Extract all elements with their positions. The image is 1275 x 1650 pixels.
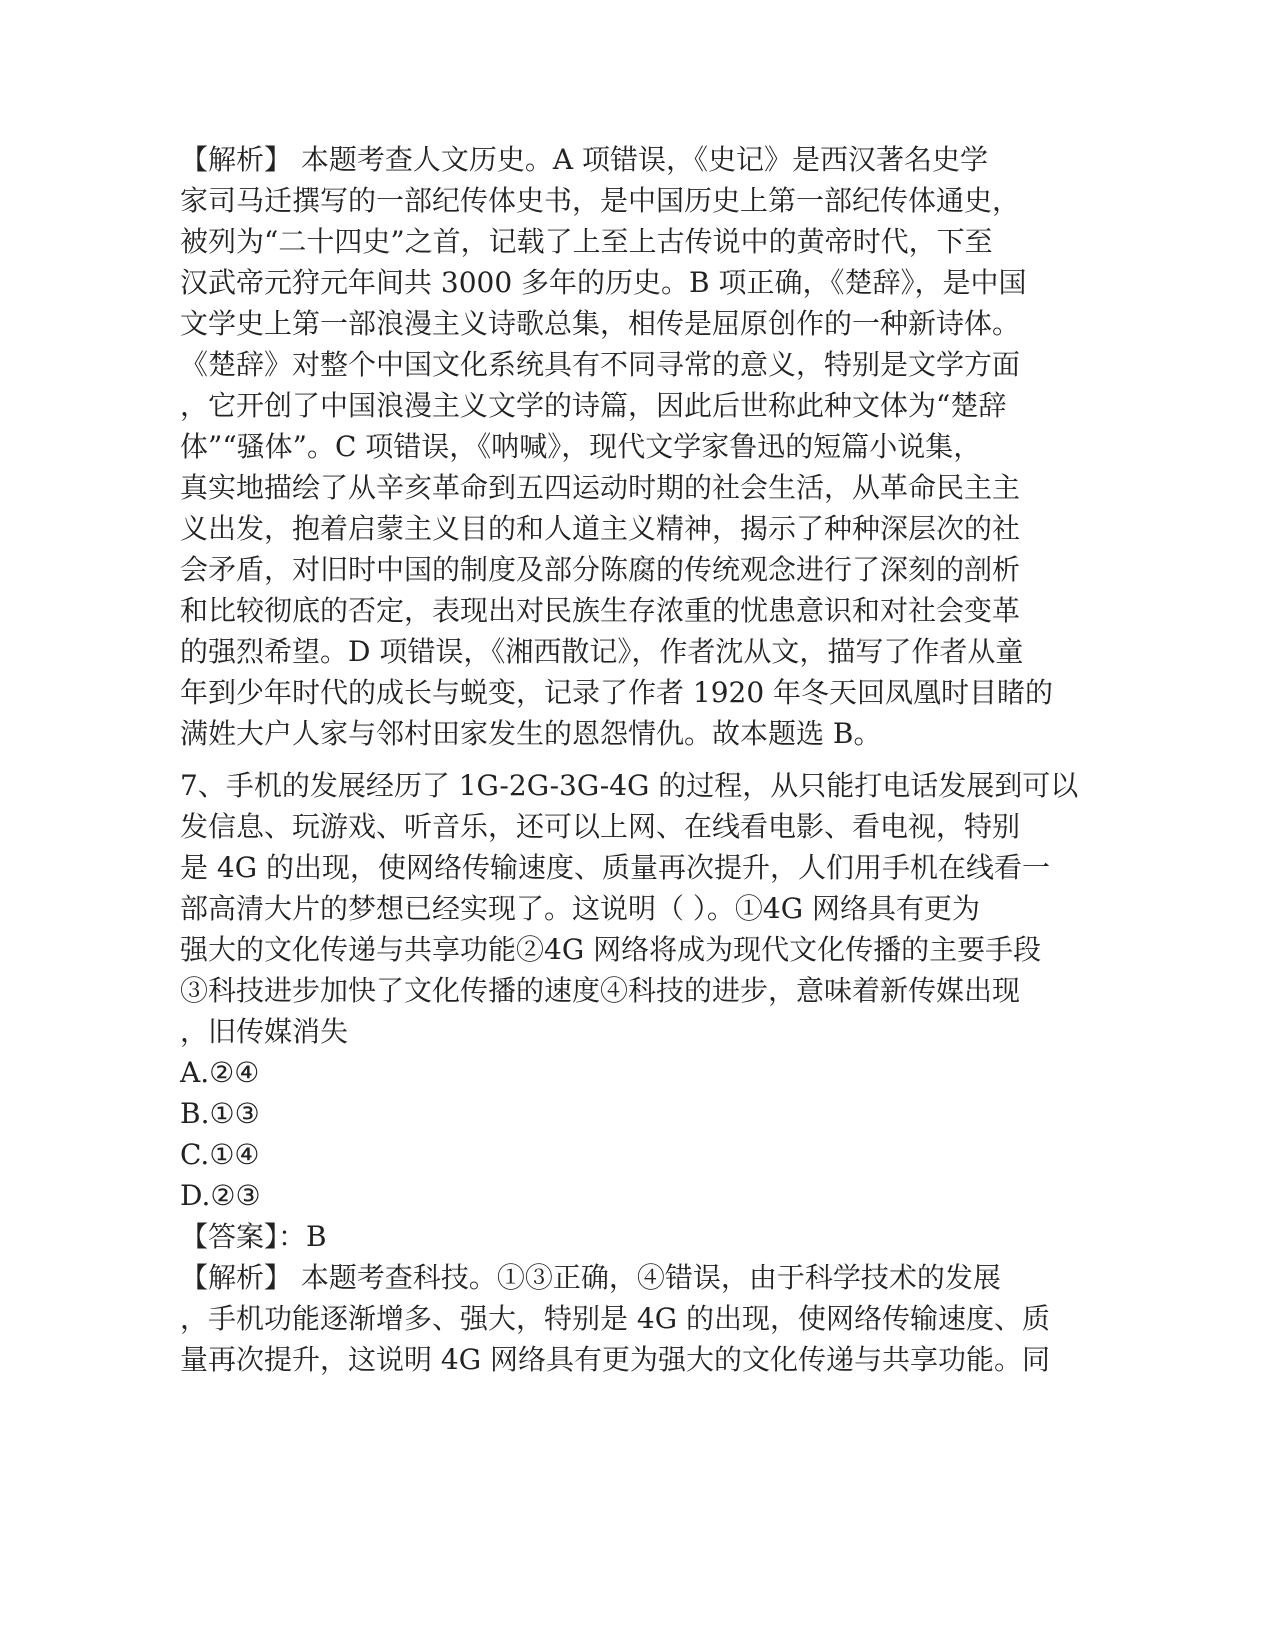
option-b: B.①③ [180, 1097, 260, 1130]
analysis-paragraph-2 [180, 1257, 1050, 1380]
option-c: C.①④ [180, 1138, 260, 1171]
text-line: 满姓大户人家与邻村田家发生的恩怨情仇。故本题选 B。 [180, 717, 882, 750]
question-7-answer [180, 1216, 1040, 1257]
text-line: 家司马迁撰写的一部纪传体史书，是中国历史上第一部纪传体通史， [180, 184, 1021, 217]
text-line: 量再次提升，这说明 4G 网络具有更为强大的文化传递与共享功能。同 [180, 1343, 1050, 1376]
text-line: 被列为“二十四史”之首，记载了上至上古传说中的黄帝时代，下至 [180, 225, 993, 258]
text-line: 和比较彻底的否定，表现出对民族生存浓重的忧患意识和对社会变革 [180, 594, 1021, 627]
answer-line: 【答案】：B [180, 1220, 327, 1253]
text-line: 会矛盾，对旧时中国的制度及部分陈腐的传统观念进行了深刻的剖析 [180, 553, 1021, 586]
text-line: 【解析】 本题考查科技。①③正确，④错误，由于科学技术的发展 [180, 1261, 1001, 1294]
text-line: 汉武帝元狩元年间共 3000 多年的历史。B 项正确，《楚辞》，是中国 [180, 266, 1027, 299]
question-line: 7、手机的发展经历了 1G-2G-3G-4G 的过程，从只能打电话发展到可以 [180, 769, 1079, 802]
option-a: A.②④ [180, 1056, 260, 1089]
option-d: D.②③ [180, 1179, 261, 1212]
question-line: 发信息、玩游戏、听音乐，还可以上网、在线看电影、看电视，特别 [180, 810, 1021, 843]
question-7-options [180, 1052, 1040, 1216]
text-line: 义出发，抱着启蒙主义目的和人道主义精神，揭示了种种深层次的社 [180, 512, 1021, 545]
text-line: 【解析】 本题考查人文历史。A 项错误，《史记》是西汉著名史学 [180, 143, 989, 176]
text-line: 体”“骚体”。C 项错误，《呐喊》，现代文学家鲁迅的短篇小说集， [180, 430, 982, 463]
text-line: ，它开创了中国浪漫主义文学的诗篇，因此后世称此种文体为“楚辞 [180, 389, 1007, 422]
question-line: 强大的文化传递与共享功能②4G 网络将成为现代文化传播的主要手段 [180, 933, 1042, 966]
text-line: 《楚辞》对整个中国文化系统具有不同寻常的意义，特别是文学方面 [180, 348, 1021, 381]
text-line: 文学史上第一部浪漫主义诗歌总集，相传是屈原创作的一种新诗体。 [180, 307, 1021, 340]
text-line: 真实地描绘了从辛亥革命到五四运动时期的社会生活，从革命民主主 [180, 471, 1021, 504]
text-line: ，手机功能逐渐增多、强大，特别是 4G 的出现，使网络传输速度、质 [180, 1302, 1050, 1335]
question-7 [180, 765, 1079, 1052]
question-line: ③科技进步加快了文化传播的速度④科技的进步，意味着新传媒出现 [180, 974, 1021, 1007]
question-line: 部高清大片的梦想已经实现了。这说明（ ）。①4G 网络具有更为 [180, 892, 980, 925]
document-page [180, 139, 1079, 1380]
question-line: 是 4G 的出现，使网络传输速度、质量再次提升，人们用手机在线看一 [180, 851, 1050, 884]
question-line: ，旧传媒消失 [180, 1015, 349, 1048]
text-line: 年到少年时代的成长与蜕变，记录了作者 1920 年冬天回凤凰时目睹的 [180, 676, 1054, 709]
text-line: 的强烈希望。D 项错误，《湘西散记》，作者沈从文，描写了作者从童 [180, 635, 1024, 668]
analysis-paragraph-1 [180, 139, 1054, 754]
